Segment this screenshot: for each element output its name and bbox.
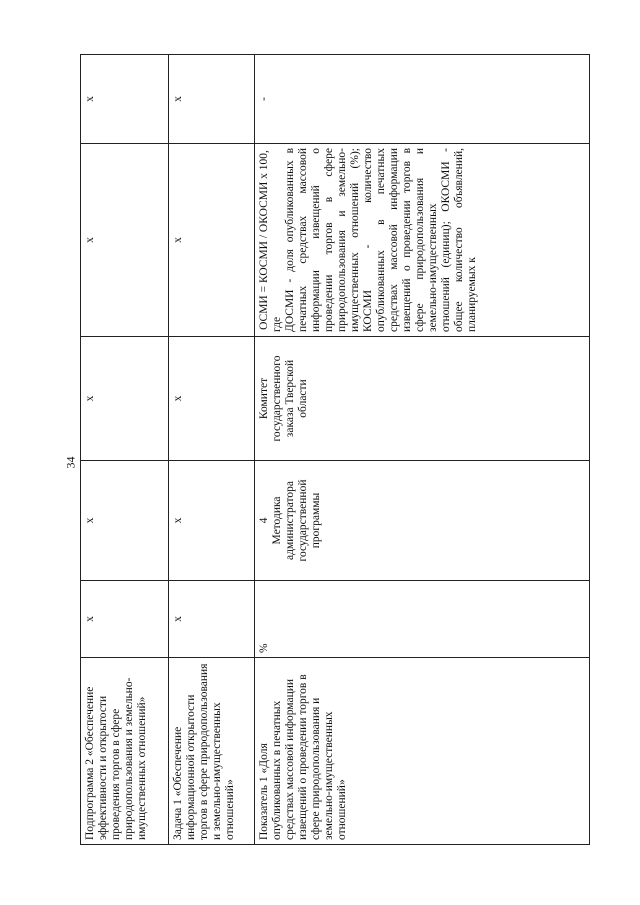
table-row <box>255 55 590 845</box>
indicator-table <box>80 54 590 845</box>
formula-cell: х <box>81 144 169 337</box>
responsible-cell: Комитет государственного заказа Тверской области <box>255 337 590 461</box>
formula-description: ДОСМИ - доля опубликованных в печатных средствах массовой информации извещений о проведении торгов в сфере природопользования и земельно-имущественных отношений (%); КОСМИ - количество опубликованных в печатных средствах массовой информации извещений о проведении торгов в сфере природопользования и земельно-имущественных отношений (единиц); ОКОСМИ - общее количество объявлений, планируемых к <box>284 148 478 332</box>
method-cell: х <box>169 461 255 581</box>
table-row <box>81 55 169 845</box>
row-name-cell: Задача 1 «Обеспечение информационной открытости торгов в сфере природопользования и земельно-имущественных отношений» <box>169 658 255 845</box>
rotated-table-container <box>80 55 590 845</box>
value-cell: х <box>81 55 169 144</box>
page-number: 34 <box>63 456 78 469</box>
formula-where: где <box>271 316 283 332</box>
method-number: 4 <box>258 517 270 524</box>
formula: ОСМИ = КОСМИ / ОКОСМИ х 100, <box>258 150 270 330</box>
method-text: Методика администратора государственной программы <box>271 479 322 562</box>
formula-cell <box>255 144 590 337</box>
method-cell: х <box>81 461 169 581</box>
unit-cell: х <box>169 581 255 658</box>
formula-cell: х <box>169 144 255 337</box>
unit-cell: % <box>255 581 590 658</box>
method-cell <box>255 461 590 581</box>
row-name-cell: Подпрограмма 2 «Обеспечение эффективности и открытости проведения торгов в сфере природопользования и земельно-имущественных отношений» <box>81 658 169 845</box>
unit-cell: х <box>81 581 169 658</box>
table-row <box>169 55 255 845</box>
responsible-cell: х <box>81 337 169 461</box>
responsible-cell: х <box>169 337 255 461</box>
row-name-cell: Показатель 1 «Доля опубликованных в печатных средствах массовой информации извещений о проведении торгов в сфере природопользования и земельно-имущественных отношений» <box>255 658 590 845</box>
value-cell: - <box>255 55 590 144</box>
value-cell: х <box>169 55 255 144</box>
